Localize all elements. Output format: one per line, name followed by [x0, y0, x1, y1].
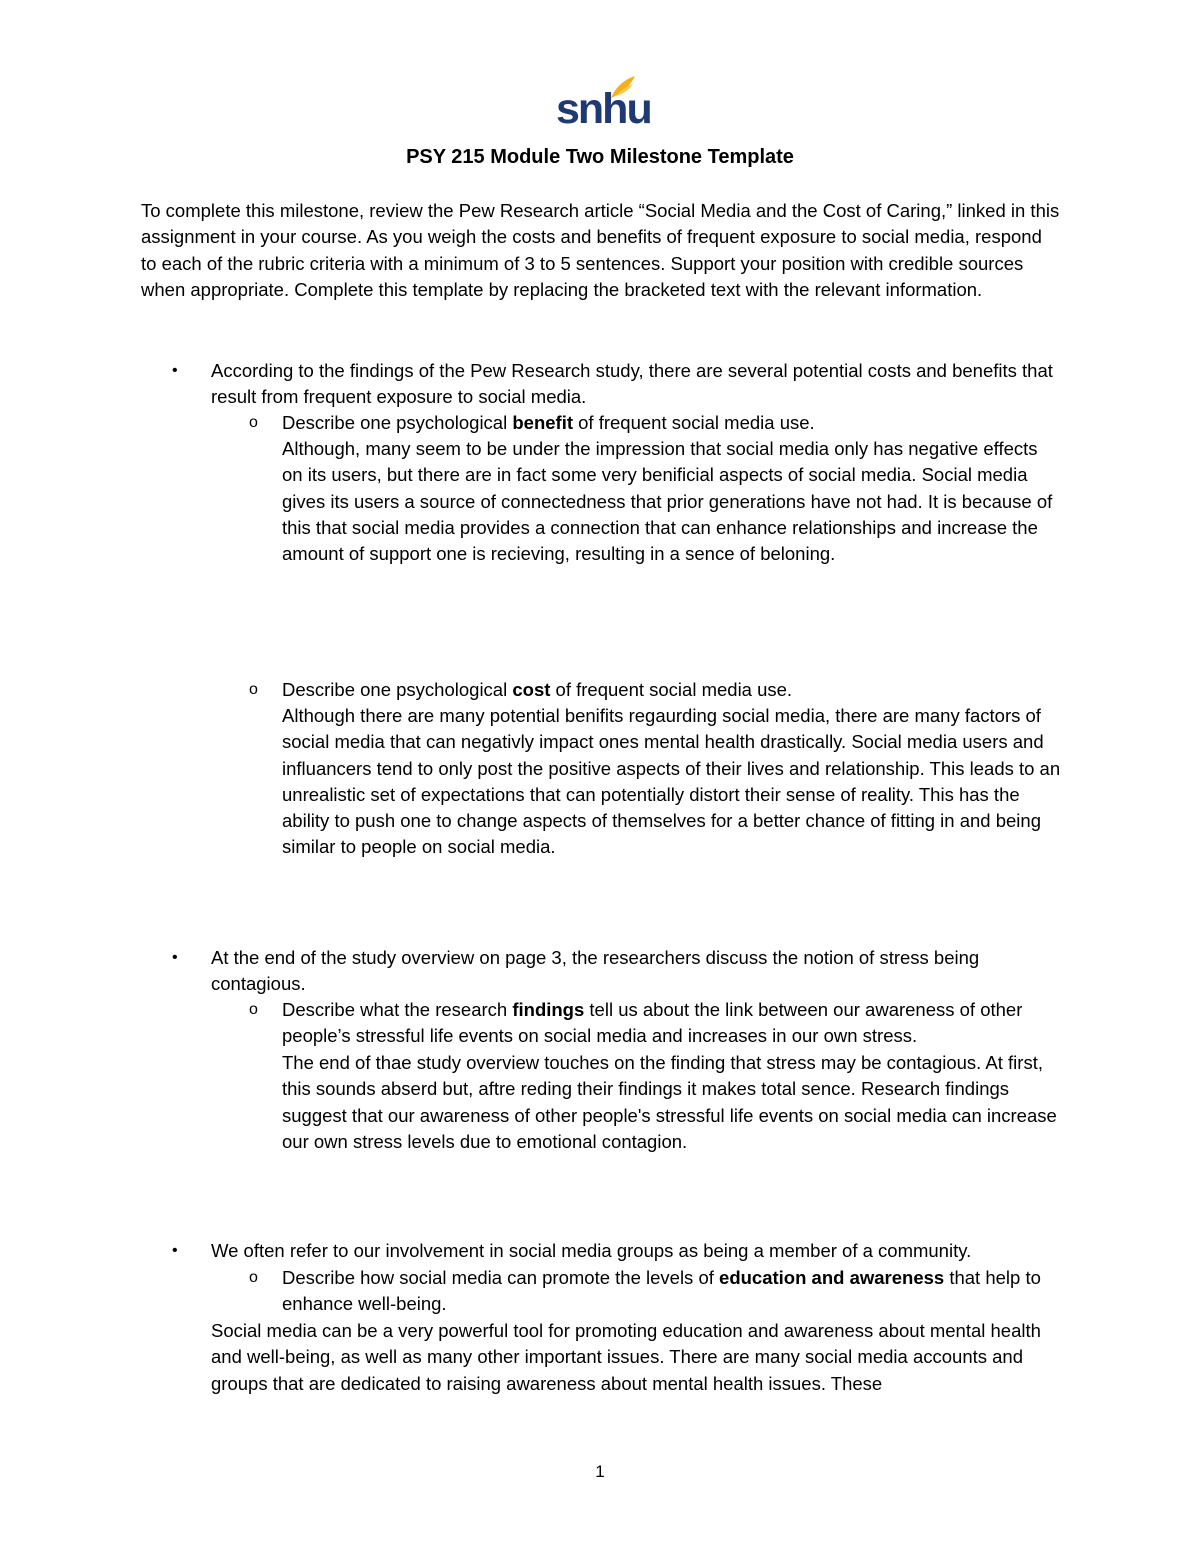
bullet-glyph: •: [172, 362, 178, 379]
page-number: 1: [595, 1462, 605, 1481]
document-title: PSY 215 Module Two Milestone Template: [406, 146, 794, 168]
sub-bullet-glyph: o: [249, 1269, 258, 1286]
logo-wordmark: snhu: [556, 85, 651, 133]
answer-1-2: Although there are many potential benifits regaurding social media, there are many factors of social media that can negativly impact ones mental health drastically. Social media users and influancers tend to only post the positive aspects of their lives and relationship. This leads to an unrealistic set of expectations that can potentially distort their sense of reality. This has the ability to push one to change aspects of themselves for a better chance of fitting in and being similar to people on social media.: [282, 705, 1061, 858]
prompt-3-1: Describe how social media can promote the levels of education and awareness that help to enhance well-being.: [282, 1267, 1041, 1315]
sub-bullet-glyph: o: [249, 1001, 258, 1018]
snhu-logo: [553, 74, 651, 134]
sub-bullet-glyph: o: [249, 414, 258, 431]
answer-3-1: Social media can be a very powerful tool for promoting education and awareness about mental health and well-being, as well as many other important issues. There are many social media accounts and groups that are dedicated to raising awareness about mental health issues. These: [211, 1320, 1041, 1394]
section-3-text: We often refer to our involvement in social media groups as being a member of a community.: [211, 1240, 972, 1261]
prompt-1-2: Describe one psychological cost of frequent social media use.: [282, 679, 793, 700]
prompt-2-1: Describe what the research findings tell us about the link between our awareness of other people’s stressful life events on social media and increases in our own stress.: [282, 999, 1023, 1047]
section-1-text: According to the findings of the Pew Research study, there are several potential costs and benefits that result from frequent exposure to social media.: [211, 360, 1053, 408]
section-2-text: At the end of the study overview on page 3, the researchers discuss the notion of stress being contagious.: [211, 947, 980, 995]
intro-paragraph: To complete this milestone, review the Pew Research article “Social Media and the Cost of Caring,” linked in this assignment in your course. As you weigh the costs and benefits of frequent exposure to social media, respond to each of the rubric criteria with a minimum of 3 to 5 sentences. Support your position with credible sources when appropriate. Complete this template by replacing the bracketed text with the relevant information.: [141, 200, 1060, 300]
sub-bullet-glyph: o: [249, 681, 258, 698]
answer-2-1: The end of thae study overview touches on the finding that stress may be contagious. At first, this sounds abserd but, aftre reding their findings it makes total sence. Research findings suggest that our awareness of other people's stressful life events on social media can increase our own stress levels due to emotional contagion.: [282, 1052, 1057, 1152]
bullet-glyph: •: [172, 949, 178, 966]
prompt-1-1: Describe one psychological benefit of frequent social media use.: [282, 412, 815, 433]
bullet-glyph: •: [172, 1242, 178, 1259]
answer-1-1: Although, many seem to be under the impression that social media only has negative effects on its users, but there are in fact some very benificial aspects of social media. Social media gives its users a source of connectedness that prior generations have not had. It is because of this that social media provides a connection that can enhance relationships and increase the amount of support one is recieving, resulting in a sence of beloning.: [282, 438, 1053, 565]
